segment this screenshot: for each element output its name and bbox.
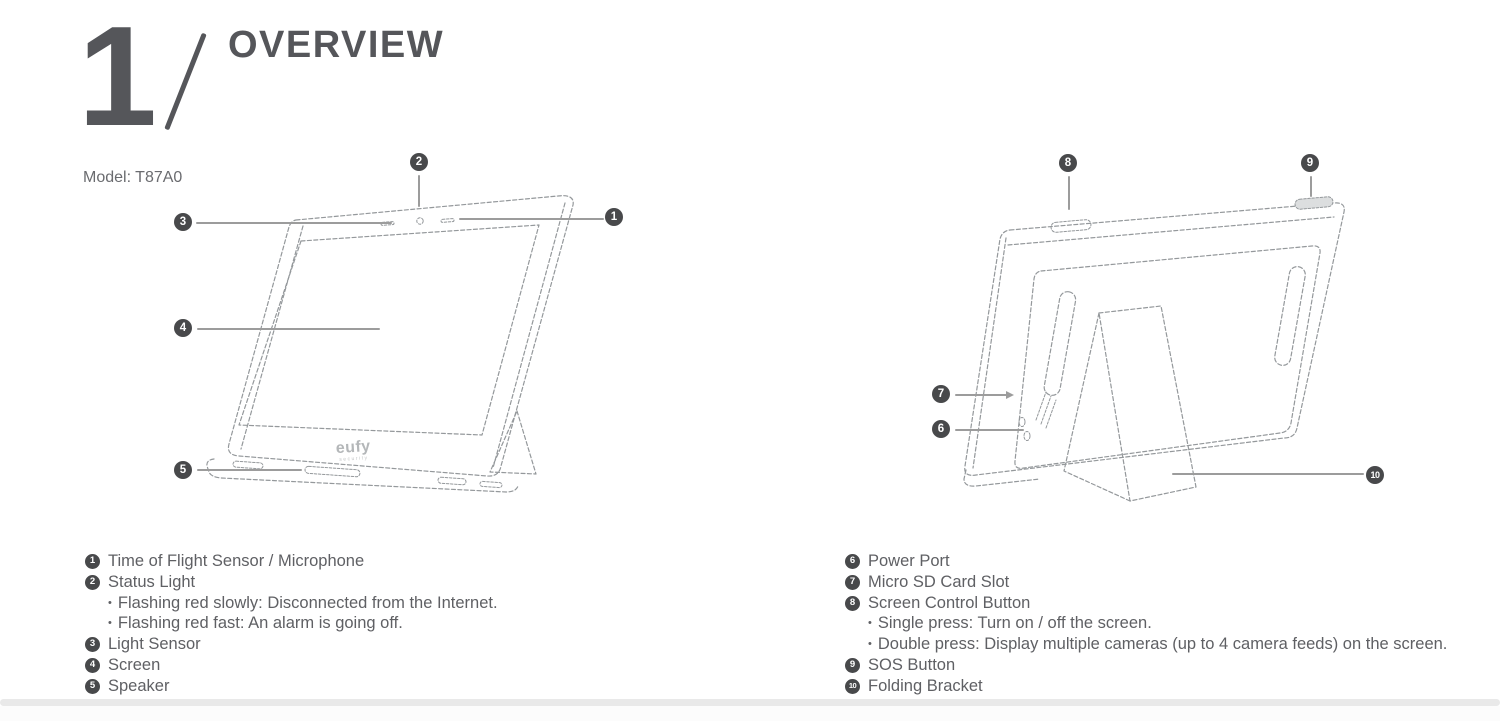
legend-badge-3: 3 [85,637,100,652]
callout-line-7 [955,394,1007,396]
callout-line-8 [1068,176,1070,210]
legend-sub-item [845,634,1493,655]
bottom-divider [0,699,1500,706]
back-inner-panel [1015,246,1320,468]
folding-bracket-leg [1064,313,1130,501]
legend-badge-5: 5 [85,679,100,694]
legend-label: Micro SD Card Slot [868,572,1010,591]
section-number: 1 [78,0,153,156]
sd-slot-grille [1036,392,1046,420]
legend-label: Time of Flight Sensor / Microphone [108,552,365,570]
bullet-icon: • [868,638,872,651]
light-sensor-mark [417,218,423,224]
sd-slot-grille [1046,400,1056,428]
callout-badge-8: 8 [1059,154,1077,172]
legend-label: Status Light [108,572,196,591]
legend-item [845,593,1493,614]
front-screen [239,225,539,435]
front-left-edge [241,226,303,449]
bullet-icon: • [108,617,112,630]
callout-line-3 [196,222,392,224]
callout-badge-10: 10 [1366,466,1384,484]
front-speaker-slot [480,481,502,488]
callout-badge-1: 1 [605,208,623,226]
status-light-mark [441,219,454,223]
legend-label: Light Sensor [108,635,201,654]
sd-slot-grille [1041,396,1051,424]
legend-item [85,551,705,572]
callout-badge-6: 6 [932,420,950,438]
legend-item [85,572,705,593]
legend-front [85,551,705,697]
legend-label: Power Port [868,552,950,570]
legend-badge-10: 10 [845,679,860,694]
legend-back [845,551,1493,697]
legend-item [85,634,705,655]
eufy-logo [335,439,371,463]
legend-sub-item [845,613,1493,634]
callout-badge-3: 3 [174,213,192,231]
callout-badge-4: 4 [174,319,192,337]
legend-badge-7: 7 [845,575,860,590]
bullet-icon: • [868,617,872,630]
folding-bracket [1099,306,1196,501]
front-speaker-slot [233,461,263,469]
callout-line-2 [418,175,420,207]
callout-badge-7: 7 [932,385,950,403]
legend-sub-item [85,593,705,614]
legend-badge-9: 9 [845,658,860,673]
bullet-icon: • [108,596,112,609]
callout-arrow-7 [1006,391,1014,399]
section-slash-mark [164,33,206,131]
legend-item [845,655,1493,676]
legend-label: Screen Control Button [868,593,1031,612]
back-top-edge [1008,217,1334,245]
legend-label: Screen [108,655,161,674]
callout-line-1 [459,218,604,220]
front-right-edge [493,203,565,468]
back-device-sketch [940,190,1420,515]
callout-badge-9: 9 [1301,154,1319,172]
front-kickstand [490,411,536,474]
model-label: Model: T87A0 [83,169,183,186]
callout-badge-2: 2 [410,153,428,171]
back-slot-right [1273,265,1306,366]
front-base-strip [207,459,518,492]
legend-badge-1: 1 [85,554,100,569]
legend-sub-label: Double press: Display multiple cameras (up to 4 camera feeds) on the screen. [877,635,1448,654]
legend-badge-2: 2 [85,575,100,590]
legend-label: Speaker [108,676,170,695]
page-title: OVERVIEW [228,24,445,66]
legend-label: SOS Button [868,655,956,674]
power-port-mark [1019,418,1025,427]
eufy-logo-subtext: security [339,455,369,463]
legend-item [845,676,1493,697]
legend-badge-8: 8 [845,596,860,611]
legend-sub-label: Flashing red fast: An alarm is going off. [117,614,403,633]
legend-sub-label: Single press: Turn on / off the screen. [877,614,1152,633]
callout-line-6 [955,429,1024,431]
legend-badge-4: 4 [85,658,100,673]
legend-sub-item [85,613,705,634]
page-bottom-strip [0,706,1500,721]
front-device-outline [228,196,573,476]
power-port-mark [1024,432,1030,441]
callout-badge-5: 5 [174,461,192,479]
legend-item [845,572,1493,593]
legend-item [85,655,705,676]
legend-sub-label: Flashing red slowly: Disconnected from the Internet. [117,593,498,612]
front-speaker-slot [438,477,466,485]
legend-item [845,551,1493,572]
front-device-sketch [190,185,670,510]
callout-line-9 [1310,176,1312,197]
back-left-edge [973,238,1006,468]
sos-button-mark [1295,196,1334,209]
callout-line-10 [1172,473,1364,475]
legend-label: Folding Bracket [868,676,983,695]
legend-badge-6: 6 [845,554,860,569]
legend-item [85,676,705,697]
back-slot-left [1043,290,1077,396]
callout-line-4 [197,328,380,330]
eufy-logo-word: eufy [335,437,372,458]
front-speaker-slot [305,466,360,477]
callout-line-5 [197,469,302,471]
